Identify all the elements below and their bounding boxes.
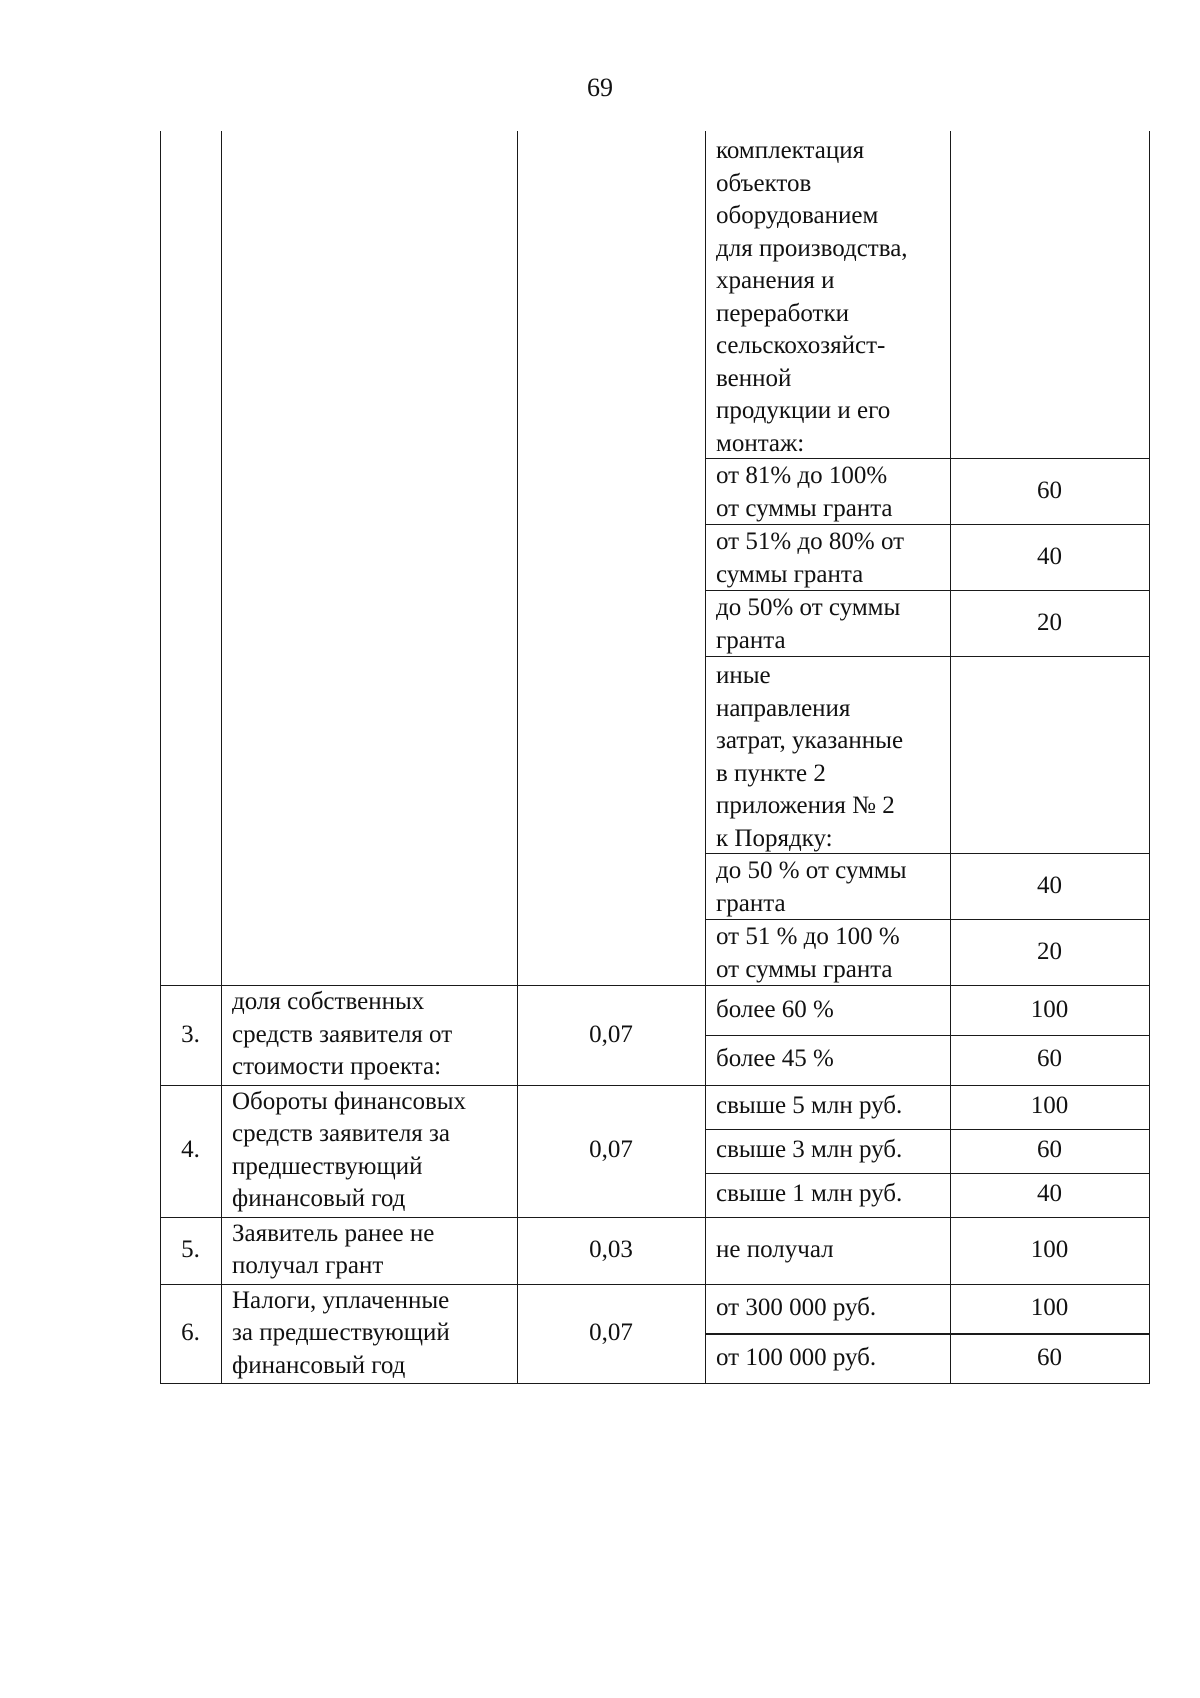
table-rule-horizontal — [705, 1333, 1150, 1334]
table-rule-horizontal — [705, 1035, 1150, 1036]
criterion-heading-line: оборудованием — [716, 202, 879, 229]
table-rule-vertical — [950, 1085, 951, 1217]
criterion-name-line: стоимости проекта: — [232, 1053, 442, 1080]
option-score: 40 — [1037, 871, 1062, 899]
criterion-weight: 0,07 — [589, 1136, 633, 1164]
criterion-name-line: финансовый год — [232, 1185, 406, 1212]
criterion-heading-line: продукции и его — [716, 397, 891, 424]
table-rule-horizontal — [705, 458, 1150, 459]
criterion-heading-line: иные — [716, 662, 771, 689]
table-rule-vertical — [221, 1085, 222, 1217]
criterion-heading-line: венной — [716, 364, 792, 392]
criterion-name-line: средств заявителя за — [232, 1120, 451, 1147]
option-label: свыше 1 млн руб. — [716, 1180, 903, 1208]
table-rule-vertical — [1149, 1284, 1150, 1384]
table-rule-vertical — [1149, 1085, 1150, 1217]
option-label-line: до 50 % от суммы — [716, 857, 907, 884]
option-label-line: от 81% до 100% — [716, 462, 888, 489]
option-score: 100 — [1030, 1235, 1069, 1263]
table-rule-horizontal — [705, 524, 1150, 525]
table-rule-vertical — [221, 985, 222, 1085]
option-label: не получал — [716, 1235, 834, 1263]
table-rule-vertical — [517, 1085, 518, 1217]
criterion-heading-line: направления — [716, 694, 851, 722]
option-label: более 60 % — [716, 995, 834, 1023]
criterion-heading-line: комплектация — [716, 137, 865, 164]
table-rule-vertical — [705, 1085, 706, 1217]
option-score: 60 — [1037, 476, 1062, 504]
criterion-heading-line: в пункте 2 — [716, 759, 826, 787]
option-label: свыше 3 млн руб. — [716, 1136, 903, 1164]
table-rule-vertical — [705, 985, 706, 1085]
table-rule-horizontal — [705, 656, 1150, 657]
option-label-line: до 50% от суммы — [716, 594, 901, 621]
option-score: 100 — [1030, 995, 1069, 1023]
table-rule-vertical — [950, 985, 951, 1085]
criterion-weight: 0,07 — [589, 1319, 633, 1346]
option-label: свыше 5 млн руб. — [716, 1092, 903, 1120]
row-number: 6. — [181, 1319, 200, 1346]
option-score: 60 — [1037, 1045, 1062, 1073]
criterion-name-line: финансовый год — [232, 1351, 406, 1379]
row-number: 4. — [181, 1136, 200, 1164]
criterion-heading-line: приложения № 2 — [716, 792, 895, 819]
page-number: 69 — [587, 73, 613, 102]
option-label-line: от суммы гранта — [716, 494, 893, 522]
criterion-heading-line: сельскохозяйст- — [716, 332, 886, 359]
option-score: 40 — [1037, 542, 1062, 570]
criterion-name-line: Налоги, уплаченные — [232, 1286, 450, 1314]
option-score: 40 — [1037, 1180, 1062, 1208]
criterion-heading-line: к Порядку: — [716, 824, 833, 852]
option-label-line: суммы гранта — [716, 560, 864, 588]
table-rule-vertical — [705, 1284, 706, 1384]
table-rule-vertical — [517, 985, 518, 1085]
table-rule-horizontal — [705, 1173, 1150, 1174]
option-score: 20 — [1037, 608, 1062, 636]
option-label-line: гранта — [716, 626, 786, 654]
criterion-weight: 0,03 — [589, 1235, 633, 1263]
table-rule-vertical — [705, 131, 706, 985]
criterion-weight: 0,07 — [589, 1020, 633, 1048]
table-rule-vertical — [950, 131, 951, 985]
criterion-name-line: доля собственных — [232, 988, 425, 1015]
criterion-name-line: Заявитель ранее не — [232, 1219, 435, 1247]
criterion-name-line: за предшествующий — [232, 1319, 450, 1346]
criterion-heading-line: хранения и — [716, 267, 835, 294]
option-score: 60 — [1037, 1136, 1062, 1164]
table-rule-vertical — [221, 1217, 222, 1284]
option-label: от 100 000 руб. — [716, 1343, 877, 1371]
criterion-name-line: получал грант — [232, 1252, 384, 1279]
criterion-heading-line: объектов — [716, 169, 812, 197]
table-rule-vertical — [517, 1217, 518, 1284]
option-score: 100 — [1030, 1294, 1069, 1322]
table-rule-vertical — [160, 1085, 161, 1217]
table-rule-horizontal — [160, 1383, 1150, 1384]
table-rule-vertical — [221, 131, 222, 985]
criterion-heading-line: затрат, указанные — [716, 727, 904, 754]
table-rule-horizontal — [705, 590, 1150, 591]
option-score: 60 — [1037, 1343, 1062, 1371]
option-label-line: от 51% до 80% от — [716, 528, 905, 555]
table-rule-vertical — [160, 1284, 161, 1384]
criterion-heading-line: переработки — [716, 299, 850, 327]
table-rule-vertical — [160, 1217, 161, 1284]
option-label-line: от 51 % до 100 % — [716, 923, 900, 950]
criterion-heading-line: для производства, — [716, 234, 908, 262]
table-rule-vertical — [160, 131, 161, 985]
table-rule-horizontal — [705, 1129, 1150, 1130]
table-rule-horizontal — [705, 853, 1150, 854]
table-rule-vertical — [950, 1217, 951, 1284]
table-rule-vertical — [1149, 131, 1150, 985]
table-rule-vertical — [1149, 1217, 1150, 1284]
table-rule-vertical — [160, 985, 161, 1085]
table-rule-vertical — [221, 1284, 222, 1384]
option-label-line: гранта — [716, 889, 786, 917]
option-score: 20 — [1037, 937, 1062, 965]
row-number: 5. — [181, 1235, 200, 1263]
row-number: 3. — [181, 1020, 200, 1048]
table-rule-horizontal — [705, 919, 1150, 920]
criterion-name-line: Обороты финансовых — [232, 1087, 467, 1115]
option-label-line: от суммы гранта — [716, 955, 893, 983]
criterion-name-line: предшествующий — [232, 1152, 423, 1180]
table-rule-vertical — [950, 1284, 951, 1384]
table-rule-vertical — [1149, 985, 1150, 1085]
option-score: 100 — [1030, 1092, 1069, 1120]
option-label: от 300 000 руб. — [716, 1294, 877, 1322]
table-rule-vertical — [517, 131, 518, 985]
criterion-name-line: средств заявителя от — [232, 1020, 453, 1048]
option-label: более 45 % — [716, 1045, 834, 1073]
table-rule-vertical — [517, 1284, 518, 1384]
table-rule-vertical — [705, 1217, 706, 1284]
criterion-heading-line: монтаж: — [716, 429, 805, 457]
